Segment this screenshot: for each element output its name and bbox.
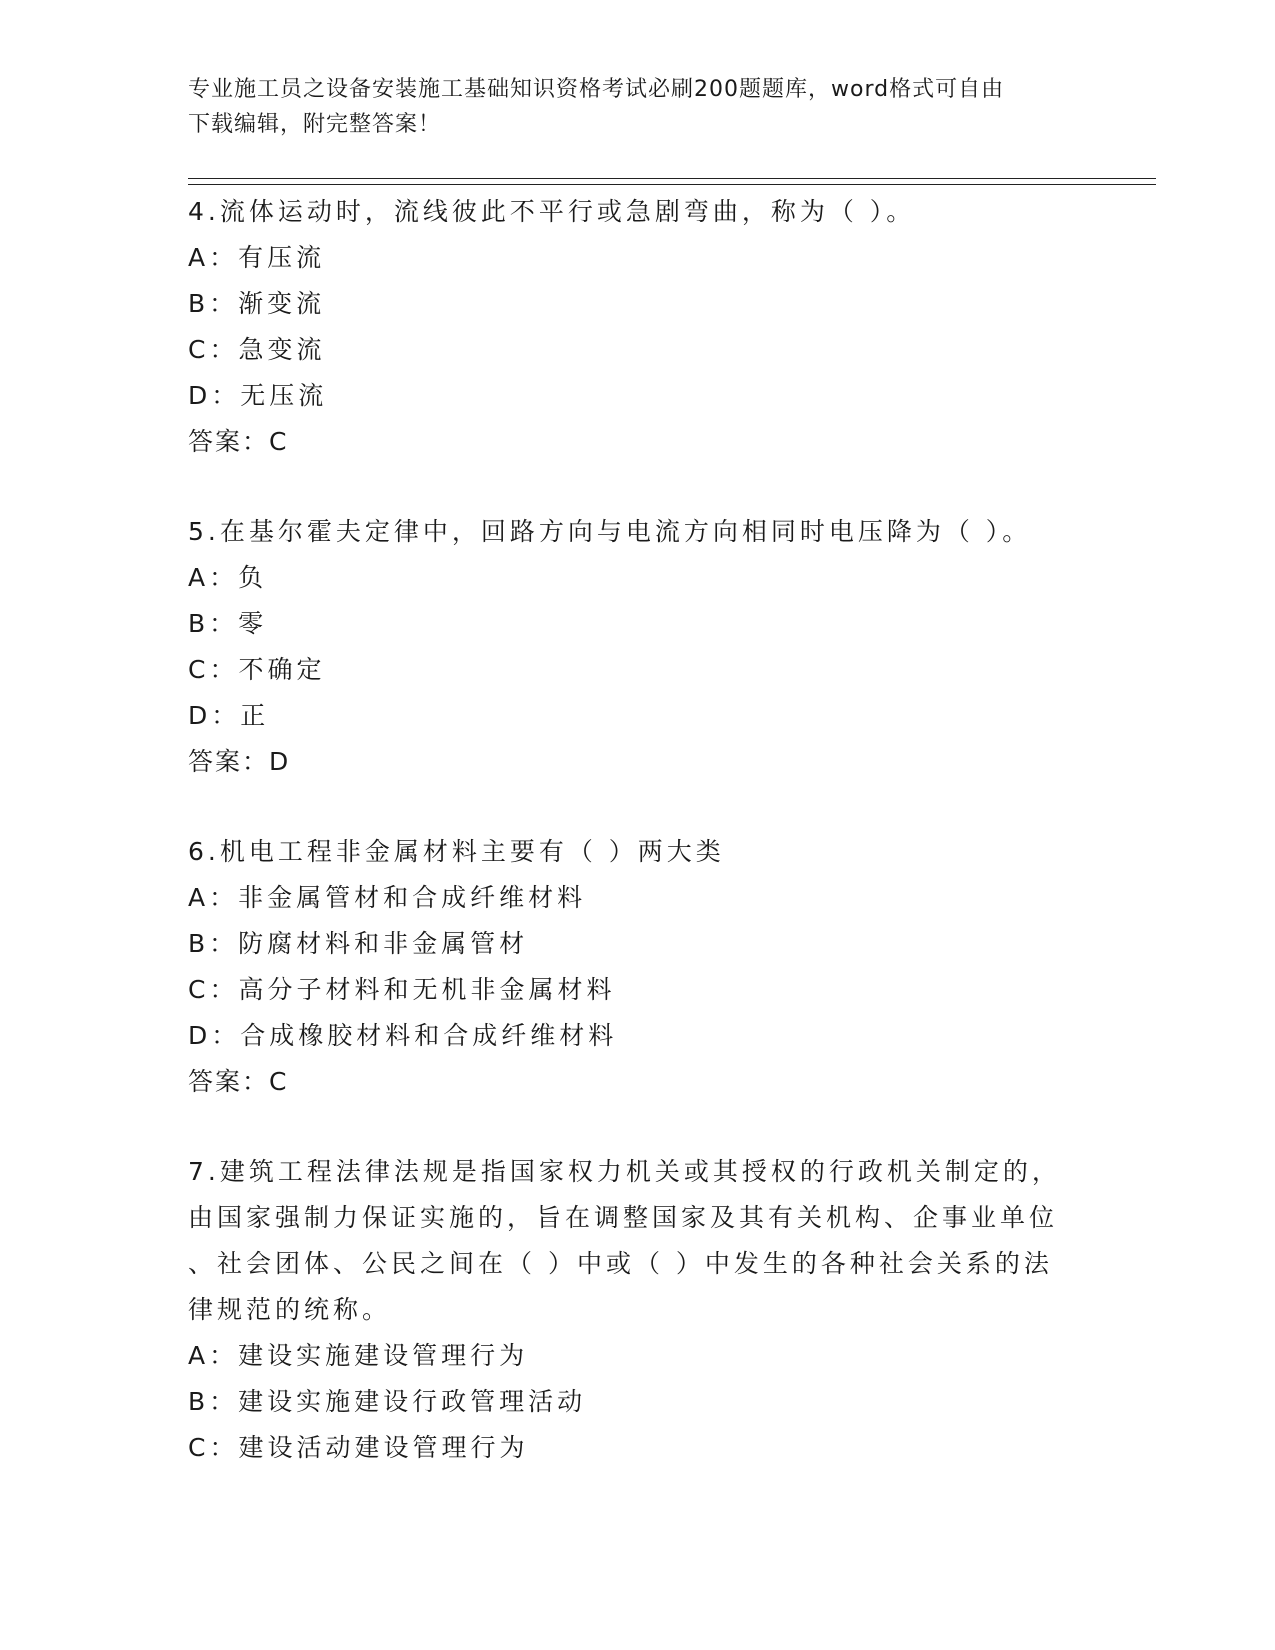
option-c [188, 967, 1068, 1013]
option-key: D： [188, 701, 241, 730]
option-b [188, 921, 1068, 967]
question-5 [188, 509, 1068, 785]
question-stem-line: 由国家强制力保证实施的，旨在调整国家及其有关机构、企事业单位 [188, 1203, 1059, 1232]
question-7 [188, 1149, 1068, 1471]
option-c [188, 647, 1068, 693]
option-c [188, 327, 1068, 373]
option-text: 非金属管材和合成纤维材料 [238, 883, 587, 912]
option-d [188, 693, 1068, 739]
option-text: 渐变流 [238, 289, 326, 318]
header-line-2: 下载编辑，附完整答案！ [188, 112, 442, 137]
option-text: 防腐材料和非金属管材 [238, 929, 529, 958]
option-a [188, 235, 1068, 281]
document-header [188, 72, 1068, 142]
option-text: 正 [240, 701, 270, 730]
option-key: B： [188, 609, 239, 638]
option-b [188, 1379, 1068, 1425]
question-list [188, 189, 1068, 1515]
question-stem-line: 律规范的统称。 [188, 1295, 392, 1324]
option-text: 无压流 [240, 381, 328, 410]
answer-line: 答案：D [188, 747, 291, 776]
header-double-rule [188, 178, 1156, 185]
option-a [188, 555, 1068, 601]
option-key: A： [188, 563, 239, 592]
option-text: 建设实施建设行政管理活动 [238, 1387, 587, 1416]
option-a [188, 875, 1068, 921]
option-key: A： [188, 883, 239, 912]
option-key: A： [188, 243, 239, 272]
option-key: C： [188, 655, 239, 684]
option-key: B： [188, 929, 239, 958]
option-text: 急变流 [238, 335, 326, 364]
question-stem: 4.流体运动时，流线彼此不平行或急剧弯曲，称为（ ）。 [188, 197, 916, 226]
question-6 [188, 829, 1068, 1105]
option-c [188, 1425, 1068, 1471]
question-stem-line: 7.建筑工程法律法规是指国家权力机关或其授权的行政机关制定的， [188, 1157, 1061, 1186]
option-text: 高分子材料和无机非金属材料 [238, 975, 616, 1004]
question-stem-line: 、社会团体、公民之间在（ ）中或（ ）中发生的各种社会关系的法 [188, 1249, 1053, 1278]
question-stem: 6.机电工程非金属材料主要有（ ）两大类 [188, 837, 725, 866]
option-text: 负 [238, 563, 268, 592]
option-key: C： [188, 975, 239, 1004]
answer-line: 答案：C [188, 1067, 289, 1096]
option-text: 零 [238, 609, 268, 638]
option-d [188, 373, 1068, 419]
option-b [188, 601, 1068, 647]
option-text: 建设实施建设管理行为 [238, 1341, 529, 1370]
question-stem: 5.在基尔霍夫定律中，回路方向与电流方向相同时电压降为（ ）。 [188, 517, 1032, 546]
option-key: B： [188, 289, 239, 318]
header-line-1: 专业施工员之设备安装施工基础知识资格考试必刷200题题库，word格式可自由 [188, 77, 1005, 102]
option-a [188, 1333, 1068, 1379]
option-text: 建设活动建设管理行为 [238, 1433, 529, 1462]
option-key: C： [188, 1433, 239, 1462]
option-text: 有压流 [238, 243, 326, 272]
answer-line: 答案：C [188, 427, 289, 456]
option-text: 合成橡胶材料和合成纤维材料 [240, 1021, 618, 1050]
option-key: D： [188, 1021, 241, 1050]
option-key: B： [188, 1387, 239, 1416]
option-text: 不确定 [238, 655, 326, 684]
option-key: D： [188, 381, 241, 410]
option-key: C： [188, 335, 239, 364]
question-4 [188, 189, 1068, 465]
option-b [188, 281, 1068, 327]
option-d [188, 1013, 1068, 1059]
option-key: A： [188, 1341, 239, 1370]
